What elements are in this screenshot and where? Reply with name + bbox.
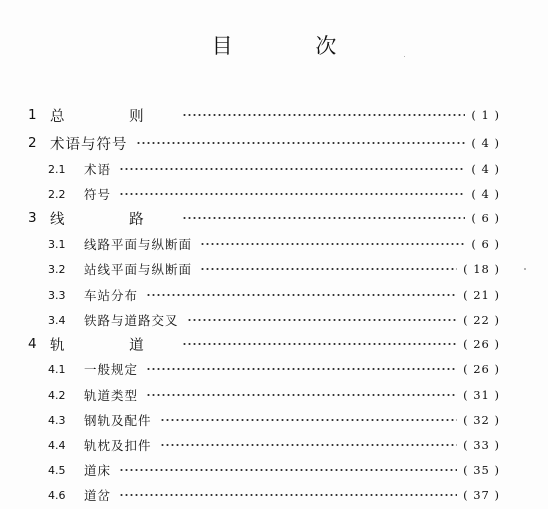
- toc-number: 3.1: [48, 237, 66, 251]
- dot-leader: [182, 343, 457, 345]
- toc-number: 4: [28, 336, 37, 352]
- toc-page-number: ( 35 ): [463, 463, 500, 477]
- toc-number: 4.3: [48, 413, 66, 427]
- toc-page-number: ( 4 ): [471, 162, 500, 176]
- toc-page-number: ( 4 ): [471, 136, 500, 150]
- toc-number: 4.1: [48, 362, 66, 376]
- toc-label: 一般规定: [84, 362, 139, 377]
- toc-entry-3-2[interactable]: [28, 259, 500, 279]
- toc-page-number: ( 6 ): [471, 237, 500, 251]
- toc-entry-3[interactable]: [28, 208, 500, 228]
- toc-label: 车站分布: [84, 288, 139, 303]
- dot-leader: [119, 469, 457, 471]
- toc-page-number: ( 26 ): [463, 362, 500, 376]
- dot-leader: [160, 419, 458, 421]
- toc-number: 4.2: [48, 388, 66, 402]
- toc-page-number: ( 18 ): [463, 262, 500, 276]
- toc-entry-3-4[interactable]: [28, 310, 500, 330]
- toc-number: 3.2: [48, 262, 66, 276]
- toc-label: 道岔: [84, 488, 112, 503]
- dot-leader: [146, 394, 457, 396]
- toc-label: 术语: [84, 162, 112, 177]
- toc-label: 钢轨及配件: [84, 413, 152, 428]
- dot-leader: [146, 368, 457, 370]
- toc-label: 符号: [84, 187, 112, 202]
- toc-page-number: ( 1 ): [471, 108, 500, 122]
- toc-entry-3-3[interactable]: [28, 285, 500, 305]
- scan-speck: [404, 56, 405, 57]
- toc-page-number: ( 21 ): [463, 288, 500, 302]
- toc-page-number: ( 37 ): [463, 488, 500, 502]
- dot-leader: [119, 494, 457, 496]
- toc-label: 术语与符号: [50, 136, 128, 153]
- toc-entry-2-2[interactable]: [28, 184, 500, 204]
- dot-leader: [182, 217, 466, 219]
- dot-leader: [160, 444, 458, 446]
- dot-leader: [200, 268, 457, 270]
- toc-number: 4.4: [48, 438, 66, 452]
- dot-leader: [119, 168, 465, 170]
- toc-label: 轨道类型: [84, 388, 139, 403]
- dot-leader: [119, 193, 465, 195]
- toc-label: 轨枕及扣件: [84, 438, 152, 453]
- toc-entry-3-1[interactable]: [28, 234, 500, 254]
- toc-number: 4.5: [48, 463, 66, 477]
- toc-label: 铁路与道路交叉: [84, 313, 179, 328]
- toc-page-number: ( 4 ): [471, 187, 500, 201]
- dot-leader: [146, 294, 457, 296]
- toc-page-number: ( 6 ): [471, 211, 500, 225]
- toc-number: 1: [28, 107, 37, 123]
- toc-label: 站线平面与纵断面: [84, 262, 193, 277]
- toc-label: 道床: [84, 463, 112, 478]
- toc-entry-4[interactable]: [28, 334, 500, 354]
- toc-entry-1[interactable]: [28, 105, 500, 125]
- toc-number: 4.6: [48, 488, 66, 502]
- toc-page-number: ( 33 ): [463, 438, 500, 452]
- toc-entry-4-2[interactable]: [28, 385, 500, 405]
- toc-page-number: ( 26 ): [463, 337, 500, 351]
- dot-leader: [136, 142, 466, 144]
- toc-entry-4-3[interactable]: [28, 410, 500, 430]
- toc-label: 线路平面与纵断面: [84, 237, 193, 252]
- dot-leader: [187, 319, 458, 321]
- toc-number: 3: [28, 210, 37, 226]
- toc-number: 2.2: [48, 187, 66, 201]
- toc-label: 轨 道: [50, 337, 174, 354]
- dot-leader: [200, 243, 465, 245]
- page-title: 目 次: [211, 34, 375, 58]
- toc-page-number: ( 32 ): [463, 413, 500, 427]
- toc-number: 3.3: [48, 288, 66, 302]
- scan-speck: [524, 268, 526, 270]
- toc-entry-2-1[interactable]: [28, 159, 500, 179]
- toc-entry-4-1[interactable]: [28, 359, 500, 379]
- toc-entry-4-6[interactable]: [28, 485, 500, 505]
- toc-number: 2.1: [48, 162, 66, 176]
- toc-number: 2: [28, 135, 37, 151]
- dot-leader: [182, 114, 466, 116]
- toc-label: 总 则: [50, 108, 174, 125]
- toc-entry-2[interactable]: [28, 133, 500, 153]
- toc-page-number: ( 31 ): [463, 388, 500, 402]
- toc-page-number: ( 22 ): [463, 313, 500, 327]
- toc-entry-4-4[interactable]: [28, 435, 500, 455]
- toc-entry-4-5[interactable]: [28, 460, 500, 480]
- toc-number: 3.4: [48, 313, 66, 327]
- toc-label: 线 路: [50, 211, 174, 228]
